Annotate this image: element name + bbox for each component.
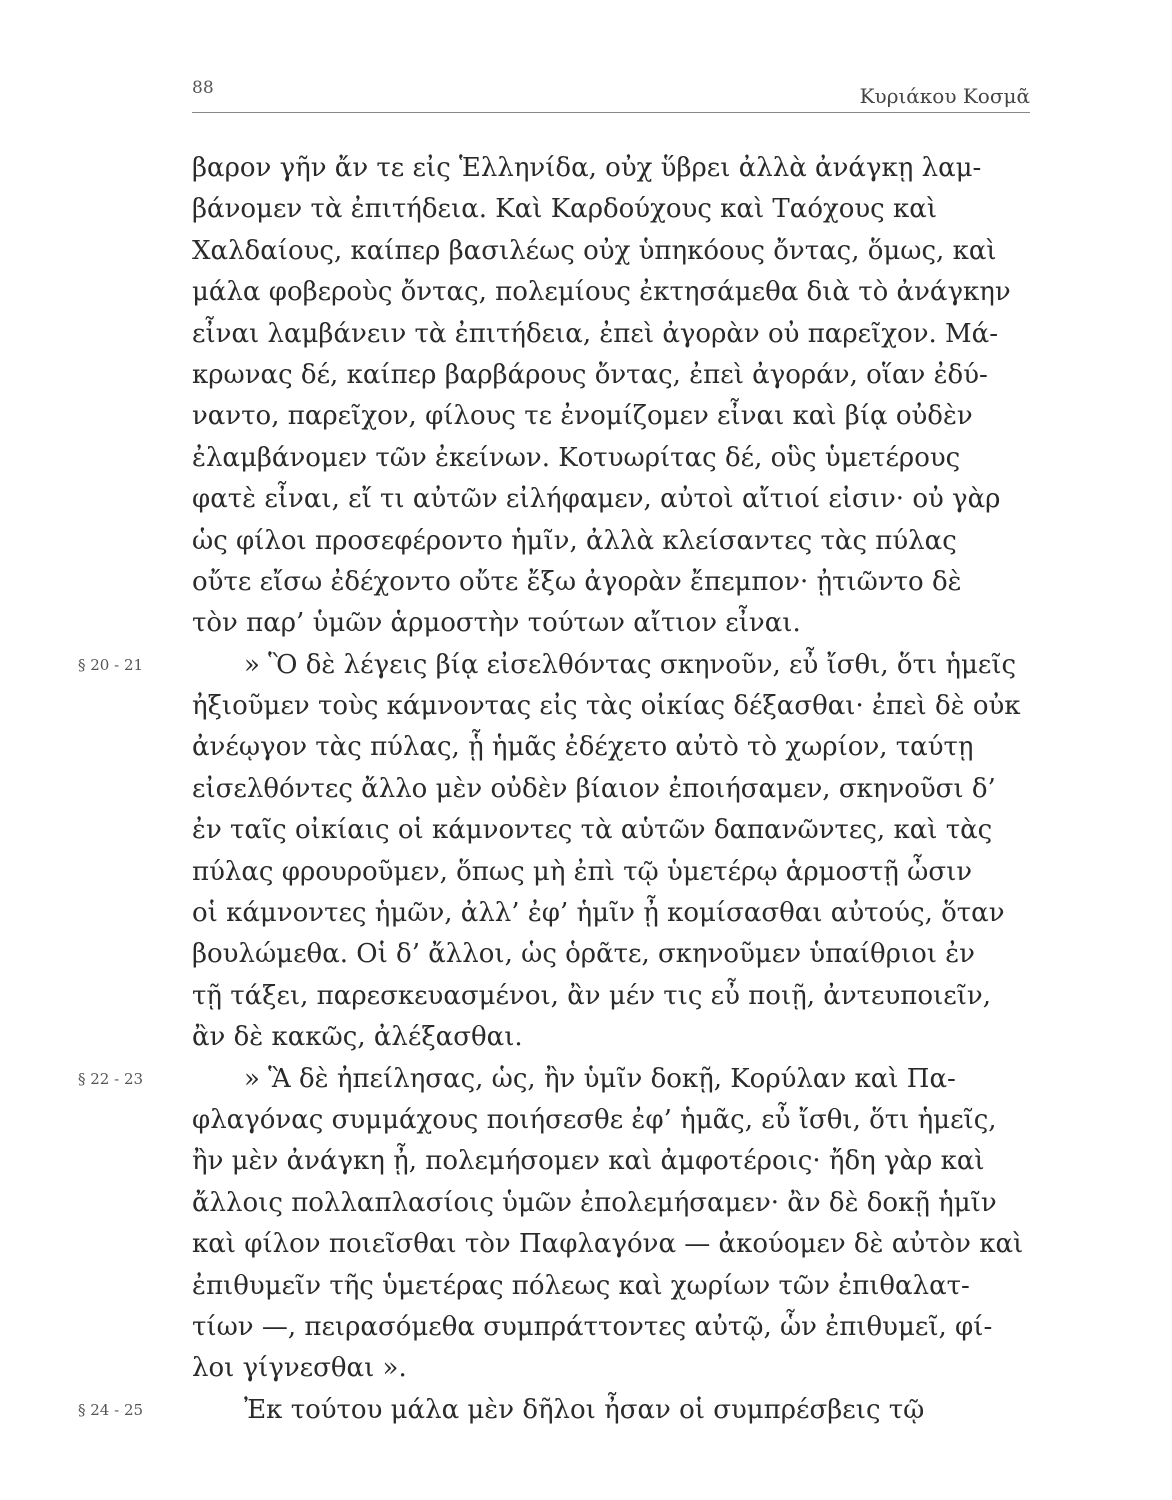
- text-line-content: ἄλλοις πολλαπλασίοις ὑμῶν ἐπολεμήσαμεν· ἂν δὲ δοκῇ ἡμῖν: [192, 1187, 997, 1218]
- text-line-content: φλαγόνας συμμάχους ποιήσεσθε ἐφ’ ἡμᾶς, εὖ ἴσθι, ὅτι ἡμεῖς,: [192, 1104, 997, 1135]
- text-line: [78, 1059, 1034, 1100]
- text-line: [192, 1266, 1034, 1307]
- text-line: [192, 1141, 1034, 1182]
- text-line: [78, 1390, 1034, 1431]
- text-line: [192, 521, 1034, 562]
- text-line-content: φατὲ εἶναι, εἴ τι αὐτῶν εἰλήφαμεν, αὐτοὶ αἴτιοί εἰσιν· οὐ γὰρ: [192, 484, 1001, 515]
- text-line-content: τίων —, πειρασόμεθα συμπράττοντες αὐτῷ, ὧν ἐπιθυμεῖ, φί-: [192, 1311, 993, 1342]
- text-line: [192, 727, 1034, 768]
- text-line-content: » Ἃ δὲ ἠπείλησας, ὡς, ἢν ὑμῖν δοκῇ, Κορύλαν καὶ Πα-: [244, 1063, 956, 1094]
- text-line: [192, 1017, 1034, 1058]
- text-line-content: εἰσελθόντες ἄλλο μὲν οὐδὲν βίαιον ἐποιήσαμεν, σκηνοῦσι δ’: [192, 773, 996, 804]
- text-line: [192, 355, 1034, 396]
- text-line-content: κρωνας δέ, καίπερ βαρβάρους ὄντας, ἐπεὶ ἀγοράν, οἵαν ἐδύ-: [192, 359, 988, 390]
- text-line: [192, 438, 1034, 479]
- text-line-content: » Ὃ δὲ λέγεις βίᾳ εἰσελθόντας σκηνοῦν, εὖ ἴσθι, ὅτι ἡμεῖς: [244, 649, 1017, 680]
- text-line-content: ναντο, παρεῖχον, φίλους τε ἐνομίζομεν εἶναι καὶ βίᾳ οὐδὲν: [192, 401, 973, 432]
- text-line-content: βουλώμεθα. Οἱ δ’ ἄλλοι, ὡς ὁρᾶτε, σκηνοῦμεν ὑπαίθριοι ἐν: [192, 939, 975, 970]
- section-reference: § 22 - 23: [78, 1069, 144, 1088]
- text-line: [192, 148, 1034, 189]
- section-reference: § 24 - 25: [78, 1400, 144, 1419]
- text-line: [192, 893, 1034, 934]
- text-line-content: ἐλαμβάνομεν τῶν ἐκείνων. Κοτυωρίτας δέ, οὓς ὑμετέρους: [192, 442, 961, 473]
- main-text: [78, 148, 1034, 1431]
- text-line-content: βάνομεν τὰ ἐπιτήδεια. Καὶ Καρδούχους καὶ Ταόχους καὶ: [192, 194, 938, 225]
- header-rule: [192, 112, 1030, 113]
- text-line-content: οὔτε εἴσω ἐδέχοντο οὔτε ἔξω ἀγορὰν ἔπεμπον· ᾐτιῶντο δὲ: [192, 566, 962, 597]
- text-line-content: τῇ τάξει, παρεσκευασμένοι, ἂν μέν τις εὖ ποιῇ, ἀντευποιεῖν,: [192, 980, 991, 1011]
- text-line-content: ἐν ταῖς οἰκίαις οἱ κάμνοντες τὰ αὑτῶν δαπανῶντες, καὶ τὰς: [192, 815, 993, 846]
- text-line-content: ἂν δὲ κακῶς, ἀλέξασθαι.: [192, 1022, 523, 1053]
- text-line: [192, 976, 1034, 1017]
- page-number: 88: [192, 78, 214, 98]
- text-line-content: πύλας φρουροῦμεν, ὅπως μὴ ἐπὶ τῷ ὑμετέρῳ ἁρμοστῇ ὦσιν: [192, 856, 973, 887]
- text-line: [192, 396, 1034, 437]
- text-line: [192, 1348, 1034, 1389]
- text-line: [192, 314, 1034, 355]
- text-line-content: ἐπιθυμεῖν τῆς ὑμετέρας πόλεως καὶ χωρίων τῶν ἐπιθαλατ-: [192, 1270, 970, 1301]
- text-line-content: Ἐκ τούτου μάλα μὲν δῆλοι ἦσαν οἱ συμπρέσβεις τῷ: [244, 1394, 925, 1425]
- text-line: [192, 934, 1034, 975]
- text-line-content: ἢν μὲν ἀνάγκη ᾖ, πολεμήσομεν καὶ ἀμφοτέροις· ἤδη γὰρ καὶ: [192, 1146, 985, 1177]
- section-reference: § 20 - 21: [78, 655, 144, 674]
- text-line-content: βαρον γῆν ἄν τε εἰς Ἑλληνίδα, οὐχ ὕβρει ἀλλὰ ἀνάγκῃ λαμ-: [192, 153, 982, 183]
- text-line: [192, 1183, 1034, 1224]
- text-line-content: οἱ κάμνοντες ἡμῶν, ἀλλ’ ἐφ’ ἡμῖν ᾖ κομίσασθαι αὐτούς, ὅταν: [192, 898, 1005, 929]
- text-line: [192, 686, 1034, 727]
- text-line-content: τὸν παρ’ ὑμῶν ἁρμοστὴν τούτων αἴτιον εἶναι.: [192, 608, 801, 639]
- text-line: [192, 189, 1034, 230]
- text-line: [192, 231, 1034, 272]
- text-line-content: Χαλδαίους, καίπερ βασιλέως οὐχ ὑπηκόους ὄντας, ὅμως, καὶ: [192, 235, 997, 266]
- text-line: [192, 1307, 1034, 1348]
- text-line-content: μάλα φοβεροὺς ὄντας, πολεμίους ἐκτησάμεθα διὰ τὸ ἀνάγκην: [192, 277, 1011, 308]
- running-title: Κυριάκου Κοσμᾶ: [859, 84, 1030, 108]
- text-line: [192, 479, 1034, 520]
- text-line-content: εἶναι λαμβάνειν τὰ ἐπιτήδεια, ἐπεὶ ἀγορὰν οὐ παρεῖχον. Μά-: [192, 318, 999, 349]
- text-line: [192, 603, 1034, 644]
- text-line: [192, 1224, 1034, 1265]
- text-line-content: ἠξιοῦμεν τοὺς κάμνοντας εἰς τὰς οἰκίας δέξασθαι· ἐπεὶ δὲ οὐκ: [192, 691, 1021, 722]
- text-line: [192, 769, 1034, 810]
- page-header: [192, 78, 1030, 110]
- text-line-content: ἀνέῳγον τὰς πύλας, ᾗ ἡμᾶς ἐδέχετο αὐτὸ τὸ χωρίον, ταύτῃ: [192, 732, 974, 763]
- text-line-content: λοι γίγνεσθαι ».: [192, 1353, 407, 1384]
- text-line: [192, 852, 1034, 893]
- text-line: [192, 810, 1034, 851]
- text-line: [192, 272, 1034, 313]
- text-line-content: καὶ φίλον ποιεῖσθαι τὸν Παφλαγόνα — ἀκούομεν δὲ αὐτὸν καὶ: [192, 1229, 1024, 1260]
- text-line-content: ὡς φίλοι προσεφέροντο ἡμῖν, ἀλλὰ κλείσαντες τὰς πύλας: [192, 525, 957, 556]
- text-line: [192, 562, 1034, 603]
- text-line: [192, 1100, 1034, 1141]
- text-line: [78, 645, 1034, 686]
